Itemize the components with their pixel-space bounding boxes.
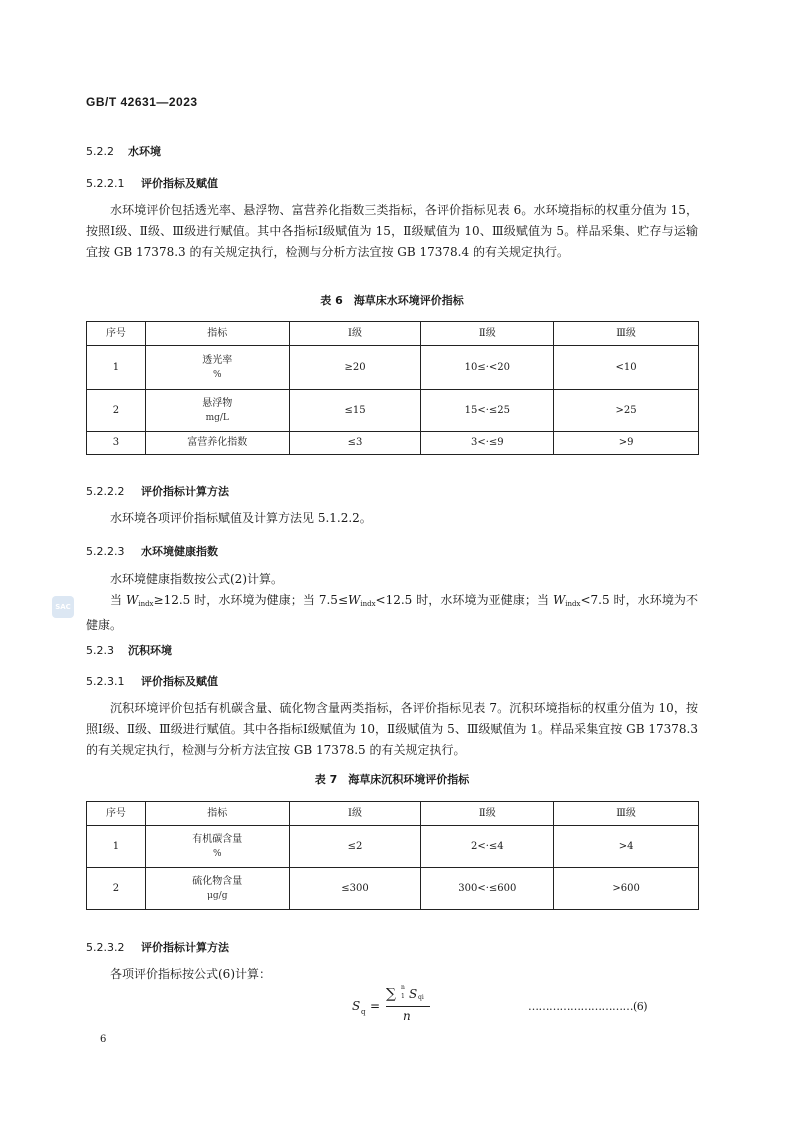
section-number: 5.2.3.2 (86, 941, 125, 954)
grade-1-value: ≤2 (289, 826, 421, 868)
grade-3-value: >25 (554, 390, 699, 432)
row-number: 3 (87, 432, 146, 455)
table-header-row (87, 322, 699, 346)
grade-2-value: 2<·≤4 (421, 826, 554, 868)
section-5-2-3-2-heading (86, 939, 229, 955)
header-cell: Ⅲ级 (554, 802, 699, 826)
header-cell: Ⅰ级 (289, 802, 421, 826)
section-number: 5.2.2 (86, 145, 114, 158)
grade-3-value: >9 (554, 432, 699, 455)
section-5-2-3-1-heading (86, 673, 218, 689)
summation-sign: ∑ (386, 986, 396, 1002)
grade-1-value: ≤3 (289, 432, 421, 455)
row-number: 1 (87, 826, 146, 868)
grade-3-value: >4 (554, 826, 699, 868)
header-cell: Ⅱ级 (421, 802, 554, 826)
summation-superscript: n (401, 984, 405, 991)
indicator-cell (145, 826, 289, 868)
fraction-denominator: n (403, 1009, 411, 1023)
section-title: 评价指标及赋值 (141, 177, 218, 190)
indicator-cell (145, 390, 289, 432)
paragraph-formula-intro (86, 964, 698, 985)
paragraph-text: 各项评价指标按公式(6)计算： (110, 967, 271, 981)
document-header: GB/T 42631—2023 (86, 95, 198, 109)
section-number: 5.2.2.3 (86, 545, 125, 558)
numerator-subscript: qi (418, 994, 424, 1001)
grade-2-value: 3<·≤9 (421, 432, 554, 455)
table-header-row (87, 802, 699, 826)
section-5-2-2-3-heading (86, 543, 218, 559)
indicator-name: 透光率 (202, 354, 233, 366)
paragraph-text: 水环境评价包括透光率、悬浮物、富营养化指数三类指标，各评价指标见表 6。水环境指标的权重分值为 15，按照Ⅰ级、Ⅱ级、Ⅲ级进行赋值。其中各指标Ⅰ级赋值为 15，Ⅱ级赋值为 10、Ⅲ级赋值为 5。样品采集、贮存与运输宜按 GB 17378.3 的有关规定执行，检测与分析方法宜按 GB 17378.4 的有关规定执行。 (86, 203, 698, 259)
row-number: 2 (87, 868, 146, 910)
table-7-sediment-env (86, 801, 699, 910)
symbol-w: W (552, 593, 566, 607)
indicator-name: 硫化物含量 (192, 875, 243, 887)
indicator-unit: μg/g (207, 890, 228, 901)
paragraph-health-thresholds (86, 590, 698, 636)
summation-subscript: 1 (401, 993, 405, 1000)
table-row (87, 390, 699, 432)
section-title: 沉积环境 (128, 644, 172, 657)
indicator-name: 悬浮物 (202, 397, 233, 409)
table-6-water-env (86, 321, 699, 455)
symbol-subscript: indx (360, 600, 376, 608)
header-cell: 序号 (87, 322, 146, 346)
grade-2-value: 10≤·<20 (421, 346, 554, 390)
formula-6 (352, 984, 482, 1028)
section-title: 评价指标及赋值 (141, 675, 218, 688)
text-fragment: <12.5 时，水环境为亚健康；当 (375, 593, 553, 607)
indicator-unit: % (212, 848, 222, 859)
indicator-cell (145, 346, 289, 390)
table-7-caption: 表 7 海草床沉积环境评价指标 (314, 773, 470, 786)
section-number: 5.2.3 (86, 644, 114, 657)
header-cell: Ⅰ级 (289, 322, 421, 346)
section-number: 5.2.3.1 (86, 675, 125, 688)
grade-1-value: ≤15 (289, 390, 421, 432)
table-row (87, 868, 699, 910)
table-row (87, 346, 699, 390)
section-title: 水环境健康指数 (141, 545, 218, 558)
grade-3-value: >600 (554, 868, 699, 910)
row-number: 2 (87, 390, 146, 432)
section-title: 水环境 (128, 145, 161, 158)
sac-watermark-logo: SAC (52, 596, 74, 618)
indicator-unit: mg/L (205, 412, 229, 423)
page-number: 6 (100, 1034, 107, 1045)
symbol-subscript: indx (565, 600, 581, 608)
indicator-cell (145, 868, 289, 910)
paragraph-text: 沉积环境评价包括有机碳含量、硫化物含量两类指标，各评价指标见表 7。沉积环境指标的权重分值为 10，按照Ⅰ级、Ⅱ级、Ⅲ级进行赋值。其中各指标Ⅰ级赋值为 10，Ⅱ级赋值为 5、Ⅲ级赋值为 1。样品采集宜按 GB 17378.3 的有关规定执行，检测与分析方法宜按 GB 17378.5 的有关规定执行。 (86, 701, 698, 757)
indicator-unit: % (212, 369, 222, 380)
indicator-name: 有机碳含量 (192, 833, 243, 845)
grade-1-value: ≥20 (289, 346, 421, 390)
paragraph-sediment-indicators (86, 698, 698, 761)
formula-lhs: S (352, 999, 361, 1013)
fraction-numerator (386, 986, 430, 1007)
indicator-cell (145, 432, 289, 455)
header-cell: Ⅱ级 (421, 322, 554, 346)
paragraph-text: 水环境各项评价指标赋值及计算方法见 5.1.2.2。 (110, 511, 372, 525)
section-5-2-2-2-heading (86, 483, 229, 499)
text-fragment: <7.5 时，水环境为不健康。 (86, 593, 698, 632)
symbol-w: W (125, 593, 139, 607)
grade-1-value: ≤300 (289, 868, 421, 910)
paragraph-health-index (86, 569, 698, 636)
grade-3-value: <10 (554, 346, 699, 390)
section-5-2-2-heading (86, 143, 161, 159)
formula-number-label: …………………………(6) (528, 1000, 648, 1013)
paragraph-water-env-indicators (86, 200, 698, 263)
section-title: 评价指标计算方法 (141, 485, 229, 498)
formula-equals: = (370, 999, 381, 1013)
table-6-caption: 表 6 海草床水环境评价指标 (320, 294, 464, 307)
formula-lhs-subscript: q (361, 1008, 366, 1016)
section-number: 5.2.2.1 (86, 177, 125, 190)
table-row (87, 826, 699, 868)
header-cell: 指标 (145, 802, 289, 826)
grade-2-value: 300<·≤600 (421, 868, 554, 910)
header-cell: Ⅲ级 (554, 322, 699, 346)
grade-2-value: 15<·≤25 (421, 390, 554, 432)
section-5-2-2-1-heading (86, 175, 218, 191)
section-5-2-3-heading (86, 642, 172, 658)
paragraph-calc-method-ref (86, 508, 698, 529)
section-number: 5.2.2.2 (86, 485, 125, 498)
header-cell: 指标 (145, 322, 289, 346)
section-title: 评价指标计算方法 (141, 941, 229, 954)
header-cell: 序号 (87, 802, 146, 826)
text-fragment: 当 (110, 593, 126, 607)
table-row (87, 432, 699, 455)
row-number: 1 (87, 346, 146, 390)
paragraph-text: 水环境健康指数按公式(2)计算。 (110, 572, 283, 586)
symbol-subscript: indx (138, 600, 154, 608)
numerator-symbol: S (409, 987, 418, 1001)
text-fragment: ≥12.5 时，水环境为健康；当 7.5≤ (153, 593, 348, 607)
symbol-w: W (348, 593, 361, 607)
indicator-name: 富营养化指数 (187, 437, 248, 448)
